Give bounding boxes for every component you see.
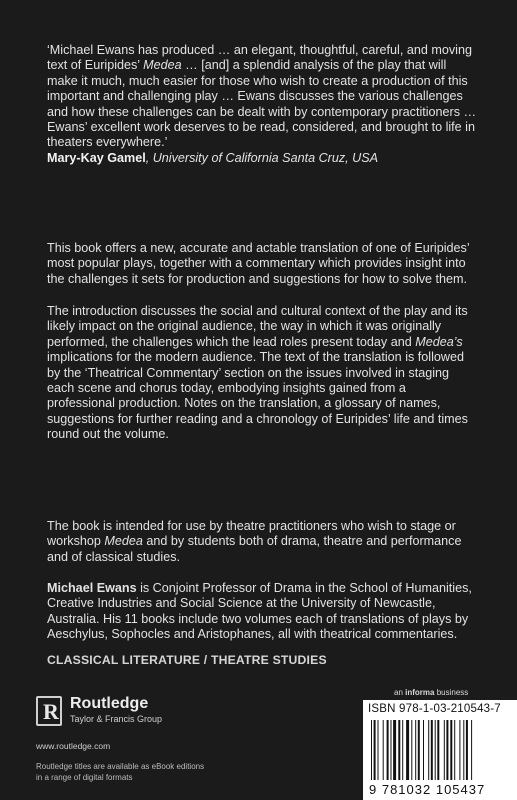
barcode-bar — [444, 720, 445, 780]
barcode-bar — [437, 720, 439, 780]
barcode-bar — [391, 720, 392, 780]
barcode-bar — [423, 720, 424, 780]
barcode-bar — [428, 720, 429, 780]
barcode-bar — [466, 720, 468, 780]
barcode-bar — [387, 720, 389, 780]
barcode-bar — [435, 720, 436, 780]
barcode-bar — [431, 720, 433, 780]
barcode-bar — [371, 720, 372, 780]
barcode-bar — [454, 720, 455, 780]
isbn-barcode — [363, 700, 517, 800]
barcode-bar — [383, 720, 384, 780]
barcode-bar — [378, 720, 379, 780]
barcode-bar — [374, 720, 376, 780]
review-quote: ‘Michael Ewans has produced … an elegant, thoughtful, careful, and moving text of Euripides’ Medea … [and] a splendid analysis of the play that will make it much, much easier for those who wish to create a production of this important and challenging play … Ewans discusses the various challenges and how these challenges can be dealt with by contemporary practitioners … Ewans’ excellent work deserves to be read, considered, and brought to life in theaters everywhere.’ Mary-Kay Gamel, University of California Santa Cruz, USA — [47, 43, 477, 165]
barcode-bar — [393, 720, 396, 780]
barcode-bar — [446, 720, 448, 780]
ebook-note: Routledge titles are available as eBook editions in a range of digital formats — [36, 762, 205, 782]
publisher-logo — [36, 692, 186, 742]
description-paragraph-1: This book offers a new, accurate and actable translation of one of Euripides’ most popular plays, together with a commentary which provides insight into the challenges it sets for production and suggestions for how to solve them. — [47, 241, 470, 286]
barcode-bar — [398, 720, 400, 780]
barcode-bar — [411, 720, 412, 780]
informa-business-label: an informa business — [394, 688, 469, 697]
barcode-bar — [406, 720, 409, 780]
barcode-bar — [471, 720, 472, 780]
author-bio: Michael Ewans is Conjoint Professor of Drama in the School of Humanities, Creative Industries and Social Science at the University of Newcastle, Australia. His 11 books include two volumes each of translations of plays by Aeschylus, Sophocles and Aristophanes, all with theatrical commentaries. — [47, 581, 472, 642]
quote-attribution: Mary-Kay Gamel, University of California Santa Cruz, USA — [47, 150, 379, 165]
barcode-bar — [459, 720, 460, 780]
barcode-bar — [418, 720, 420, 780]
subject-category: CLASSICAL LITERATURE / THEATRE STUDIES — [47, 653, 327, 667]
barcode-bar — [463, 720, 464, 780]
barcode-bar — [415, 720, 416, 780]
barcode-bars — [369, 720, 511, 780]
publisher-group: Taylor & Francis Group — [70, 714, 163, 724]
description-paragraph-3: The book is intended for use by theatre practitioners who wish to stage or workshop Medea and by students both of drama, theatre and performance and of classical studies. — [47, 519, 462, 564]
barcode-digits: 9 781032 105437 — [369, 782, 486, 797]
barcode-bar — [402, 720, 403, 780]
description-paragraph-2: The introduction discusses the social and cultural context of the play and its likely impact on the original audience, the way in which it was originally performed, the challenges which the lead roles present today and Medea’s implications for the modern audience. The text of the translation is followed by the ‘Theatrical Commentary’ section on the issues involved in staging each scene and chorus today, embodying insights gained from a professional production. Notes on the translation, a glossary of names, suggestions for further reading and a chronology of Euripides’ life and times round out the volume. — [47, 304, 468, 442]
publisher-name: Routledge — [70, 695, 149, 712]
barcode-bar — [450, 720, 452, 780]
publisher-url: www.routledge.com — [36, 741, 111, 751]
isbn-label: ISBN 978-1-03-210543-7 — [368, 703, 501, 715]
routledge-logo-icon: R — [36, 696, 62, 726]
